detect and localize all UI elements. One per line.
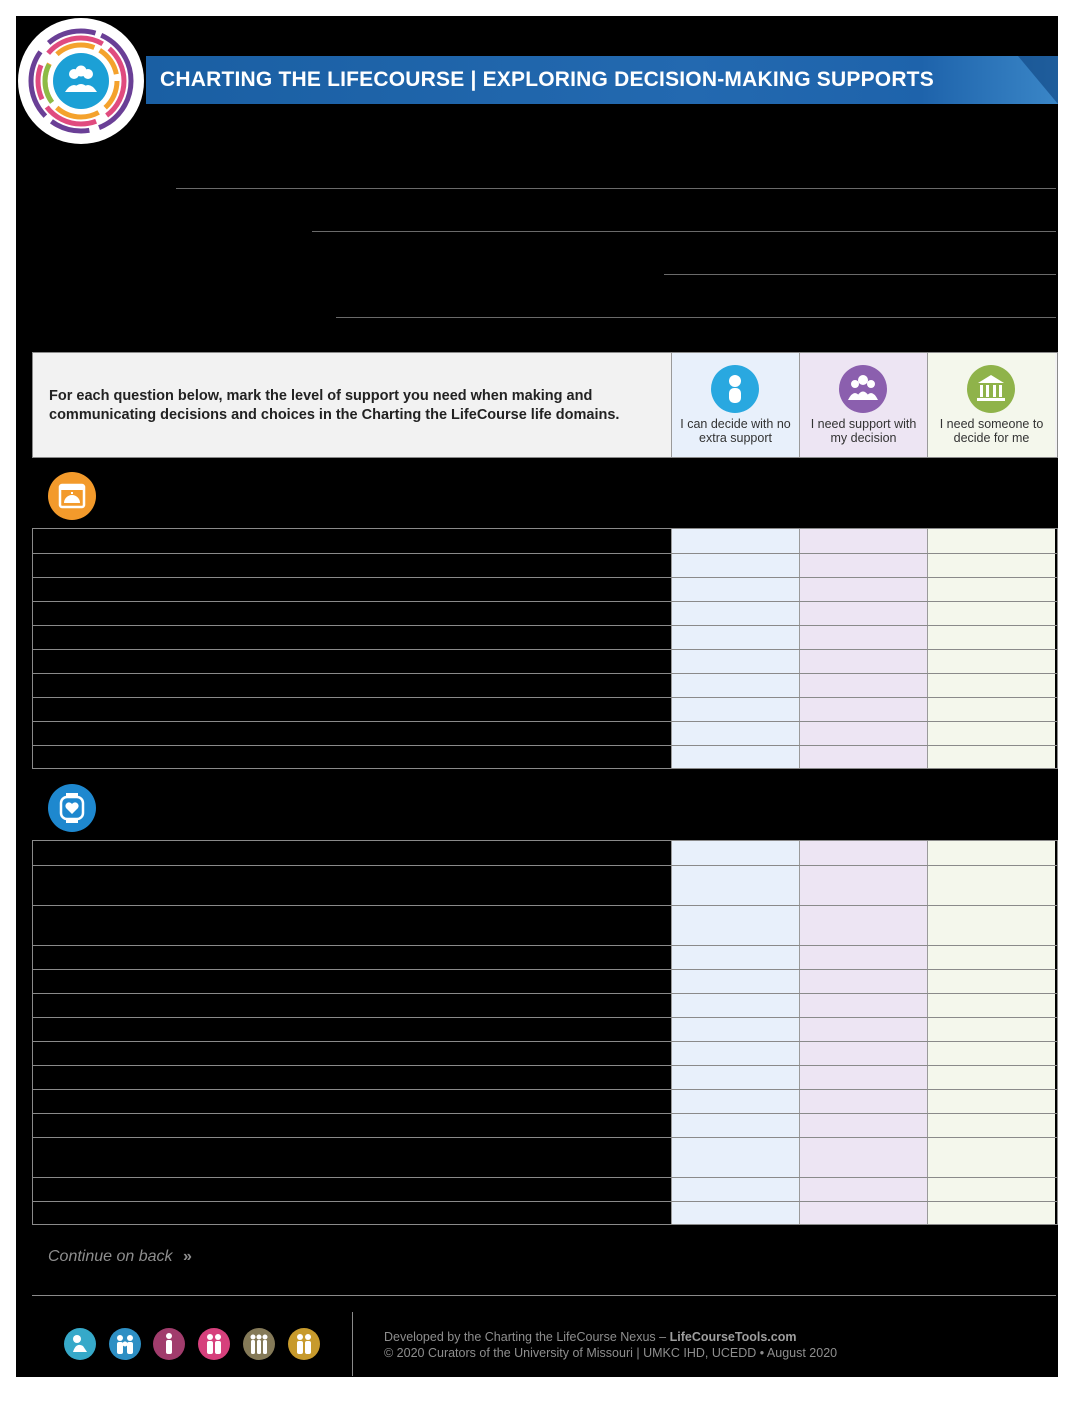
support-cell[interactable] <box>799 554 927 577</box>
support-cell[interactable] <box>799 1042 927 1065</box>
question-cell <box>33 529 671 553</box>
no-support-cell[interactable] <box>671 1018 799 1041</box>
footer-divider <box>32 1295 1056 1296</box>
decide-for-me-cell[interactable] <box>927 1018 1055 1041</box>
question-cell <box>33 722 671 745</box>
no-support-cell[interactable] <box>671 650 799 673</box>
support-cell[interactable] <box>799 946 927 969</box>
table-row <box>33 577 1057 601</box>
table-row <box>33 1017 1057 1041</box>
column-header-decide-for-me <box>927 353 1055 457</box>
support-cell[interactable] <box>799 866 927 905</box>
no-support-cell[interactable] <box>671 554 799 577</box>
support-cell[interactable] <box>799 1018 927 1041</box>
fill-line[interactable] <box>336 317 1056 318</box>
document-page <box>16 16 1058 1377</box>
decide-for-me-cell[interactable] <box>927 1042 1055 1065</box>
decide-for-me-cell[interactable] <box>927 578 1055 601</box>
question-cell <box>33 698 671 721</box>
instructions-header <box>32 352 1058 458</box>
support-cell[interactable] <box>799 650 927 673</box>
support-cell[interactable] <box>799 674 927 697</box>
table-row <box>33 993 1057 1017</box>
support-cell[interactable] <box>799 626 927 649</box>
no-support-cell[interactable] <box>671 1202 799 1224</box>
decide-for-me-cell[interactable] <box>927 841 1055 865</box>
fill-line[interactable] <box>176 188 1056 189</box>
question-cell <box>33 746 671 768</box>
decide-for-me-cell[interactable] <box>927 722 1055 745</box>
table-row <box>33 945 1057 969</box>
no-support-cell[interactable] <box>671 1042 799 1065</box>
decide-for-me-cell[interactable] <box>927 650 1055 673</box>
column-header-no-support <box>671 353 799 457</box>
table-row <box>33 1041 1057 1065</box>
decide-for-me-cell[interactable] <box>927 970 1055 993</box>
table-row <box>33 601 1057 625</box>
table-row <box>33 841 1057 865</box>
credit-prefix: Developed by the Charting the LifeCourse Nexus – <box>384 1330 670 1344</box>
elders-icon <box>288 1328 320 1360</box>
support-cell[interactable] <box>799 746 927 768</box>
table-row <box>33 745 1057 768</box>
header-banner <box>146 56 1058 104</box>
decide-for-me-cell[interactable] <box>927 529 1055 553</box>
decide-for-me-cell[interactable] <box>927 1114 1055 1137</box>
support-cell[interactable] <box>799 1066 927 1089</box>
question-cell <box>33 554 671 577</box>
support-cell[interactable] <box>799 970 927 993</box>
baby-icon <box>64 1328 96 1360</box>
table-row <box>33 1113 1057 1137</box>
question-cell <box>33 1066 671 1089</box>
table-row <box>33 721 1057 745</box>
question-cell <box>33 841 671 865</box>
no-support-cell[interactable] <box>671 626 799 649</box>
decide-for-me-cell[interactable] <box>927 994 1055 1017</box>
table-row <box>33 529 1057 553</box>
adults-icon <box>243 1328 275 1360</box>
website-link[interactable]: LifeCourseTools.com <box>669 1330 797 1344</box>
no-support-cell[interactable] <box>671 674 799 697</box>
column-label: I need support with my decision <box>810 417 917 445</box>
table-row <box>33 553 1057 577</box>
question-cell <box>33 1138 671 1177</box>
decide-for-me-cell[interactable] <box>927 1066 1055 1089</box>
support-cell[interactable] <box>799 1178 927 1201</box>
question-cell <box>33 946 671 969</box>
support-cell[interactable] <box>799 1138 927 1177</box>
support-cell[interactable] <box>799 1090 927 1113</box>
no-support-cell[interactable] <box>671 906 799 945</box>
no-support-cell[interactable] <box>671 1138 799 1177</box>
support-cell[interactable] <box>799 698 927 721</box>
question-cell <box>33 674 671 697</box>
question-cell <box>33 1090 671 1113</box>
decide-for-me-cell[interactable] <box>927 698 1055 721</box>
decide-for-me-cell[interactable] <box>927 602 1055 625</box>
table-row <box>33 865 1057 905</box>
domain-table-2 <box>32 840 1058 1225</box>
question-cell <box>33 626 671 649</box>
no-support-cell[interactable] <box>671 529 799 553</box>
no-support-cell[interactable] <box>671 1066 799 1089</box>
footer-vertical-divider <box>352 1312 353 1376</box>
people-icon <box>839 365 887 413</box>
no-support-cell[interactable] <box>671 1178 799 1201</box>
double-chevron-right-icon: » <box>182 1248 192 1265</box>
decide-for-me-cell[interactable] <box>927 626 1055 649</box>
support-cell[interactable] <box>799 722 927 745</box>
table-row <box>33 673 1057 697</box>
question-cell <box>33 994 671 1017</box>
decide-for-me-cell[interactable] <box>927 746 1055 768</box>
instructions-text: For each question below, mark the level of support you need when making and communicating decisions and choices in the Charting the LifeCourse life domains. <box>49 388 620 423</box>
support-cell[interactable] <box>799 1114 927 1137</box>
table-row <box>33 1177 1057 1201</box>
decide-for-me-cell[interactable] <box>927 674 1055 697</box>
decide-for-me-cell[interactable] <box>927 1178 1055 1201</box>
fill-line[interactable] <box>664 274 1056 275</box>
continue-text: Continue on back <box>48 1248 173 1265</box>
column-header-support <box>799 353 927 457</box>
no-support-cell[interactable] <box>671 1114 799 1137</box>
question-cell <box>33 906 671 945</box>
calendar-sunrise-icon <box>48 472 96 520</box>
table-row <box>33 905 1057 945</box>
table-row <box>33 697 1057 721</box>
banner-corner-accent <box>1018 56 1058 104</box>
table-row <box>33 1089 1057 1113</box>
question-cell <box>33 1114 671 1137</box>
copyright-line: © 2020 Curators of the University of Missouri | UMKC IHD, UCEDD • August 2020 <box>384 1346 838 1360</box>
question-cell <box>33 1202 671 1224</box>
no-support-cell[interactable] <box>671 746 799 768</box>
decide-for-me-cell[interactable] <box>927 866 1055 905</box>
support-cell[interactable] <box>799 906 927 945</box>
page-title: CHARTING THE LIFECOURSE | EXPLORING DECISION-MAKING SUPPORTS <box>160 68 934 91</box>
fill-line[interactable] <box>312 231 1056 232</box>
domain-table-1 <box>32 528 1058 769</box>
family-icon <box>109 1328 141 1360</box>
no-support-cell[interactable] <box>671 1090 799 1113</box>
table-row <box>33 1201 1057 1224</box>
no-support-cell[interactable] <box>671 841 799 865</box>
no-support-cell[interactable] <box>671 602 799 625</box>
support-cell[interactable] <box>799 994 927 1017</box>
table-row <box>33 1137 1057 1177</box>
decide-for-me-cell[interactable] <box>927 1138 1055 1177</box>
question-cell <box>33 1042 671 1065</box>
no-support-cell[interactable] <box>671 946 799 969</box>
decide-for-me-cell[interactable] <box>927 1090 1055 1113</box>
people-group-icon <box>18 18 144 144</box>
decide-for-me-cell[interactable] <box>927 1202 1055 1224</box>
no-support-cell[interactable] <box>671 722 799 745</box>
table-row <box>33 625 1057 649</box>
lifecourse-logo <box>18 18 144 144</box>
question-cell <box>33 866 671 905</box>
teen-icon <box>198 1328 230 1360</box>
question-cell <box>33 650 671 673</box>
decide-for-me-cell[interactable] <box>927 554 1055 577</box>
question-cell <box>33 970 671 993</box>
courthouse-icon <box>967 365 1015 413</box>
no-support-cell[interactable] <box>671 994 799 1017</box>
no-support-cell[interactable] <box>671 866 799 905</box>
support-cell[interactable] <box>799 578 927 601</box>
table-row <box>33 1065 1057 1089</box>
continue-on-back <box>48 1248 192 1266</box>
support-cell[interactable] <box>799 1202 927 1224</box>
no-support-cell[interactable] <box>671 970 799 993</box>
support-cell[interactable] <box>799 529 927 553</box>
child-icon <box>153 1328 185 1360</box>
table-row <box>33 649 1057 673</box>
decide-for-me-cell[interactable] <box>927 906 1055 945</box>
question-cell <box>33 1178 671 1201</box>
table-row <box>33 969 1057 993</box>
watch-heart-icon <box>48 784 96 832</box>
support-cell[interactable] <box>799 841 927 865</box>
question-cell <box>33 1018 671 1041</box>
column-label: I can decide with no extra support <box>680 417 791 445</box>
question-cell <box>33 602 671 625</box>
no-support-cell[interactable] <box>671 698 799 721</box>
question-cell <box>33 578 671 601</box>
support-cell[interactable] <box>799 602 927 625</box>
column-label: I need someone to decide for me <box>939 417 1044 445</box>
person-icon <box>711 365 759 413</box>
no-support-cell[interactable] <box>671 578 799 601</box>
decide-for-me-cell[interactable] <box>927 946 1055 969</box>
footer-credits <box>384 1329 837 1361</box>
